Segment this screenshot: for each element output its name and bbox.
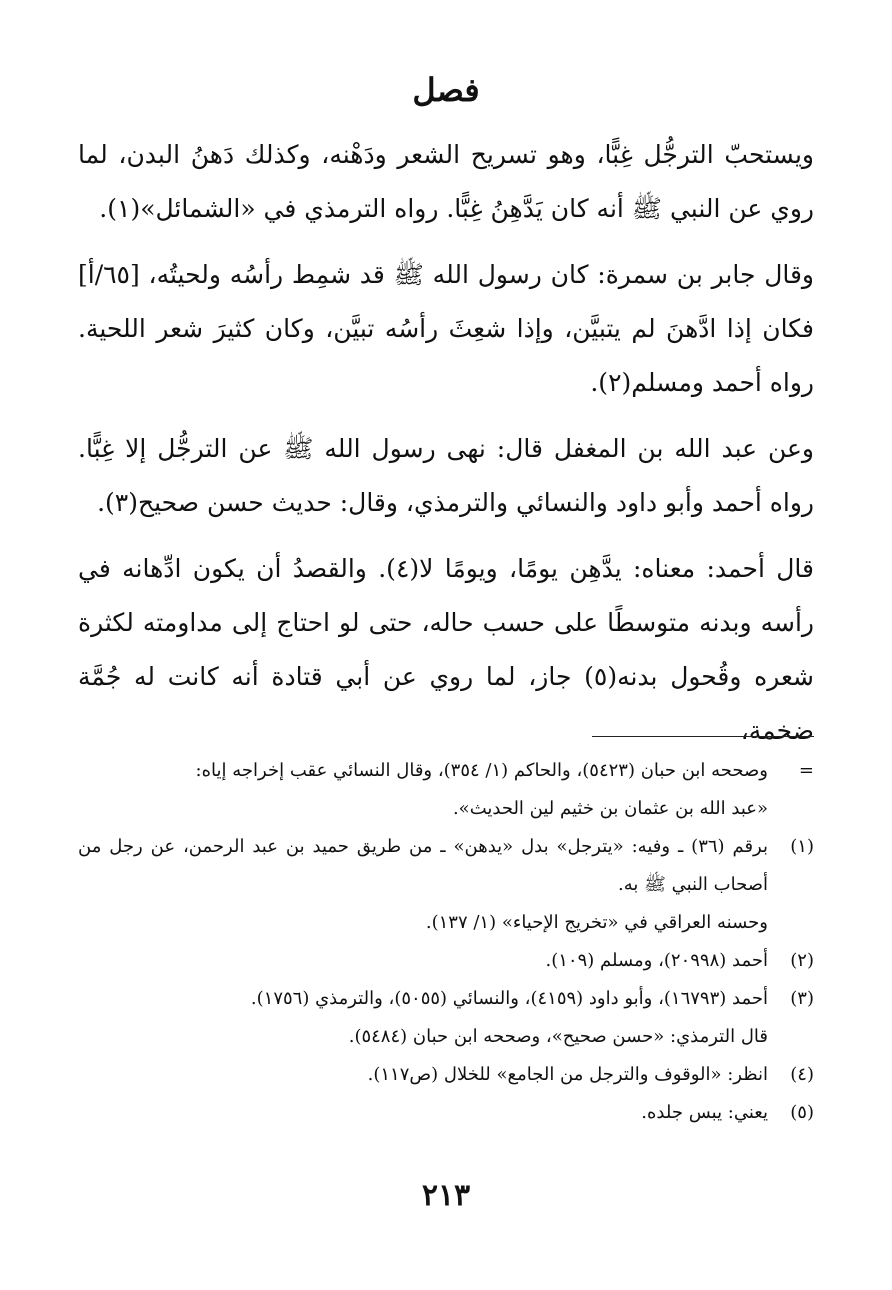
footnote-line: قال الترمذي: «حسن صحيح»، وصححه ابن حبان (٥٤٨٤). xyxy=(348,1026,768,1047)
paragraph: ويستحبّ الترجُّل غِبًّا، وهو تسريح الشعر ودَهْنه، وكذلك دَهنُ البدن، لما روي عن النبي ﷺ أنه كان يَدَّهِنُ غِبًّا. رواه الترمذي في «الشمائل»(١). xyxy=(78,140,814,223)
footnote-line: «عبد الله بن عثمان بن خثيم لين الحديث». xyxy=(452,798,768,819)
footnote-line: أحمد (٢٠٩٩٨)، ومسلم (١٠٩). xyxy=(545,950,768,971)
footnote-3 xyxy=(78,980,814,1056)
paragraph: وعن عبد الله بن المغفل قال: نهى رسول الله ﷺ عن الترجُّل إلا غِبًّا. رواه أحمد وأبو داود والنسائي والترمذي، وقال: حديث حسن صحيح(٣). xyxy=(78,434,814,517)
footnote-marker: (٤) xyxy=(790,1064,814,1085)
footnote-marker: (٥) xyxy=(790,1102,814,1123)
footnote-marker: = xyxy=(798,760,814,781)
footnote-line: برقم (٣٦) ـ وفيه: «يترجل» بدل «يدهن» ـ من طريق حميد بن عبد الرحمن، عن رجل من أصحاب النبي ﷺ به. xyxy=(78,836,768,895)
footnote-line: انظر: «الوقوف والترجل من الجامع» للخلال (ص١١٧). xyxy=(367,1064,768,1085)
footnote-line: أحمد (١٦٧٩٣)، وأبو داود (٤١٥٩)، والنسائي (٥٠٥٥)، والترمذي (١٧٥٦). xyxy=(250,988,768,1009)
page-number: ٢١٣ xyxy=(421,1178,471,1213)
footnote-4 xyxy=(78,1056,814,1094)
footnotes xyxy=(78,752,814,1132)
footnote-continuation xyxy=(78,752,814,828)
footnote-separator xyxy=(592,736,814,737)
section-heading: فصل xyxy=(412,71,480,109)
footnote-marker: (١) xyxy=(790,836,814,857)
footnote-line: يعني: يبس جلده. xyxy=(641,1102,768,1123)
paragraph: قال أحمد: معناه: يدَّهِن يومًا، ويومًا لا(٤). والقصدُ أن يكون ادِّهانه في رأسه وبدنه متوسطًا على حسب حاله، حتى لو احتاج إلى مداومته لكثرة شعره وقُحول بدنه(٥) جاز، لما روي عن أبي قتادة أنه كانت له جُمَّة ضخمة، xyxy=(78,554,815,745)
footnote-marker: (٣) xyxy=(790,988,814,1009)
footnote-line: وصححه ابن حبان (٥٤٢٣)، والحاكم (١/ ٣٥٤)، وقال النسائي عقب إخراجه إياه: xyxy=(195,760,768,781)
footnote-line: وحسنه العراقي في «تخريج الإحياء» (١/ ١٣٧). xyxy=(425,912,768,933)
paragraph: وقال جابر بن سمرة: كان رسول الله ﷺ قد شمِط رأسُه ولحيتُه، [٦٥/أ] فكان إذا ادَّهنَ لم يتبيَّن، وإذا شعِثَ رأسُه تبيَّن، وكان كثيرَ شعر اللحية. رواه أحمد ومسلم(٢). xyxy=(78,260,814,397)
footnote-5 xyxy=(78,1094,814,1132)
footnote-marker: (٢) xyxy=(790,950,814,971)
footnote-2 xyxy=(78,942,814,980)
main-text xyxy=(78,128,814,770)
footnote-1 xyxy=(78,828,814,942)
